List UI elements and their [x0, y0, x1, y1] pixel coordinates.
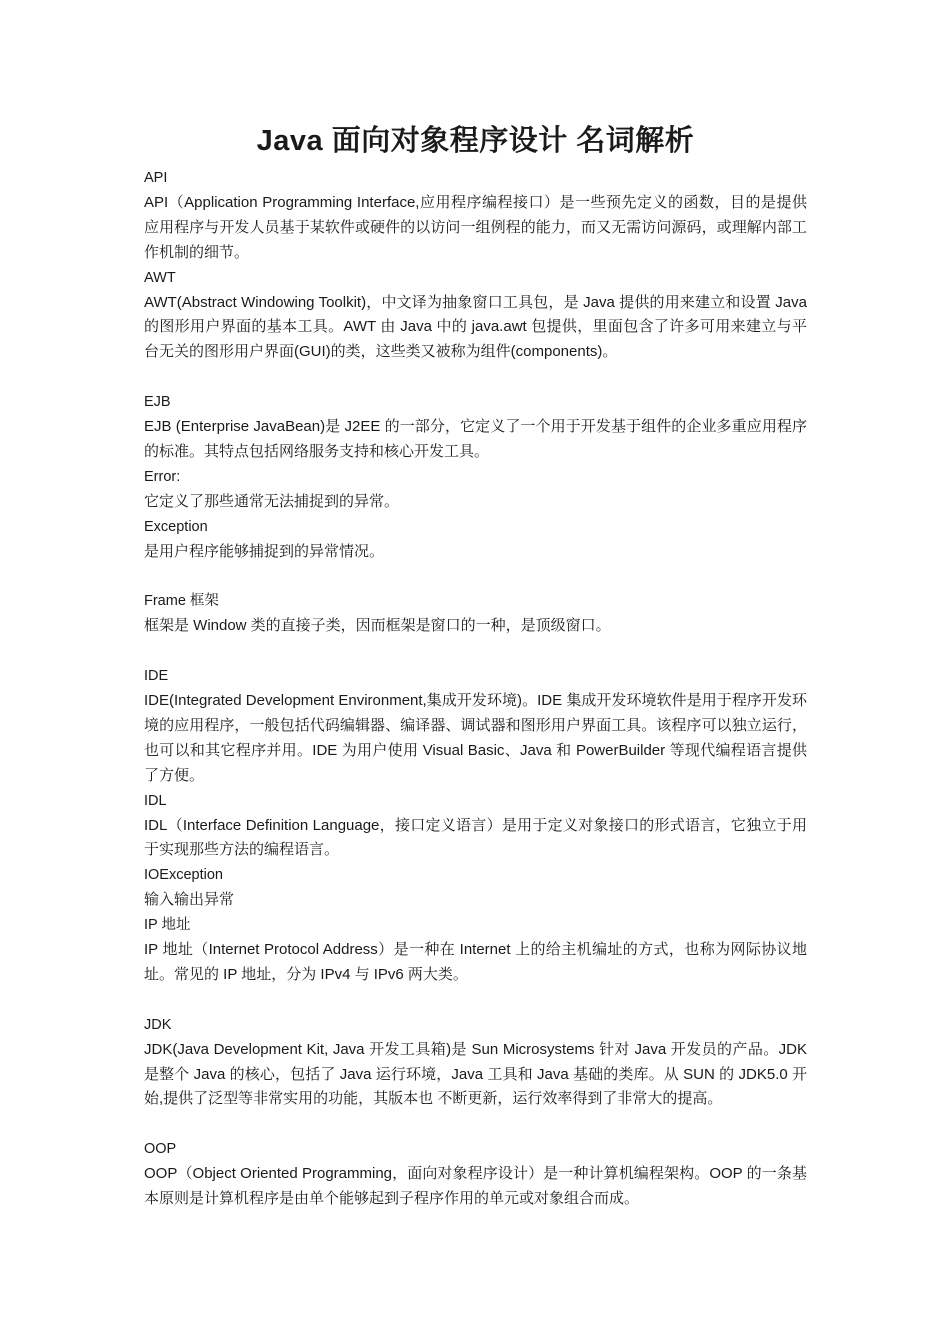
term-definition: AWT(Abstract Windowing Toolkit)，中文译为抽象窗口工具包，是 Java 提供的用来建立和设置 Java 的图形用户界面的基本工具。AWT 由 Java 中的 java.awt 包提供，里面包含了许多可用来建立与平台无关的图形用户界面(GUI)的类，这些类又被称为组件(components)。: [144, 293, 807, 361]
term-heading: OOP: [144, 1141, 177, 1158]
glossary-entry-jdk: [144, 1013, 807, 1113]
paragraph-spacer: [144, 365, 807, 390]
glossary-entry-oop: [144, 1137, 807, 1212]
term-definition: IP 地址（Internet Protocol Address）是一种在 Internet 上的给主机编址的方式，也称为网际协议地址。常见的 IP 地址，分为 IPv4 与 IPv6 两大类。: [144, 941, 807, 983]
paragraph-spacer: [144, 1112, 807, 1137]
glossary-entry-ioexception: [144, 863, 807, 913]
document-page: [144, 120, 807, 1212]
term-definition: IDE(Integrated Development Environment,集成开发环境)。IDE 集成开发环境软件是用于程序开发环境的应用程序，一般包括代码编辑器、编译器、调试器和图形用户界面工具。该程序可以独立运行，也可以和其它程序并用。IDE 为用户使用 Visual Basic、Java 和 PowerBuilder 等现代编程语言提供了方便。: [144, 691, 807, 784]
paragraph-spacer: [144, 988, 807, 1013]
document-title: Java 面向对象程序设计 名词解析: [256, 125, 695, 157]
term-heading: API: [144, 170, 168, 186]
paragraph-spacer: [144, 639, 807, 664]
glossary-entry-frame: [144, 589, 807, 639]
term-heading: Frame 框架: [144, 593, 219, 610]
term-heading: IP 地址: [144, 917, 191, 934]
glossary-entry-ip-address: [144, 913, 807, 988]
term-definition: EJB (Enterprise JavaBean)是 J2EE 的一部分，它定义了一个用于开发基于组件的企业多重应用程序的标准。其特点包括网络服务支持和核心开发工具。: [144, 418, 807, 460]
term-heading: Exception: [144, 518, 208, 535]
term-definition: OOP（Object Oriented Programming，面向对象程序设计）是一种计算机编程架构。OOP 的一条基本原则是计算机程序是由单个能够起到子程序作用的单元或对象组合而成。: [144, 1165, 807, 1208]
term-heading: IDL: [144, 792, 167, 809]
glossary-entry-error: [144, 465, 807, 515]
term-heading: EJB: [144, 394, 171, 411]
term-heading: Error:: [144, 468, 181, 485]
glossary-entry-ide: [144, 664, 807, 789]
glossary-entry-idl: [144, 789, 807, 864]
term-definition: IDL（Interface Definition Language，接口定义语言）是用于定义对象接口的形式语言，它独立于用于实现那些方法的编程语言。: [144, 816, 807, 859]
term-definition: 是用户程序能够捕捉到的异常情况。: [144, 542, 385, 560]
term-definition: 输入输出异常: [144, 891, 235, 909]
term-heading: IOException: [144, 867, 223, 884]
term-heading: AWT: [144, 269, 176, 286]
glossary-list: [144, 166, 807, 1212]
term-definition: API（Application Programming Interface,应用程序编程接口）是一些预先定义的函数，目的是提供应用程序与开发人员基于某软件或硬件的以访问一组例程的能力，而又无需访问源码，或理解内部工作机制的细节。: [144, 193, 807, 261]
term-heading: JDK: [144, 1016, 172, 1033]
glossary-entry-awt: [144, 266, 807, 366]
term-heading: IDE: [144, 668, 169, 685]
paragraph-spacer: [144, 564, 807, 589]
glossary-entry-exception: [144, 515, 807, 565]
term-definition: JDK(Java Development Kit, Java 开发工具箱)是 Sun Microsystems 针对 Java 开发员的产品。JDK 是整个 Java 的核心，包括了 Java 运行环境，Java 工具和 Java 基础的类库。从 SUN 的 JDK5.0 开始,提供了泛型等非常实用的功能，其版本也 不断更新，运行效率得到了非常大的提高。: [144, 1040, 807, 1108]
glossary-entry-ejb: [144, 390, 807, 465]
term-definition: 框架是 Window 类的直接子类，因而框架是窗口的一种，是顶级窗口。: [144, 617, 611, 635]
glossary-entry-api: [144, 166, 807, 266]
term-definition: 它定义了那些通常无法捕捉到的异常。: [144, 492, 400, 510]
